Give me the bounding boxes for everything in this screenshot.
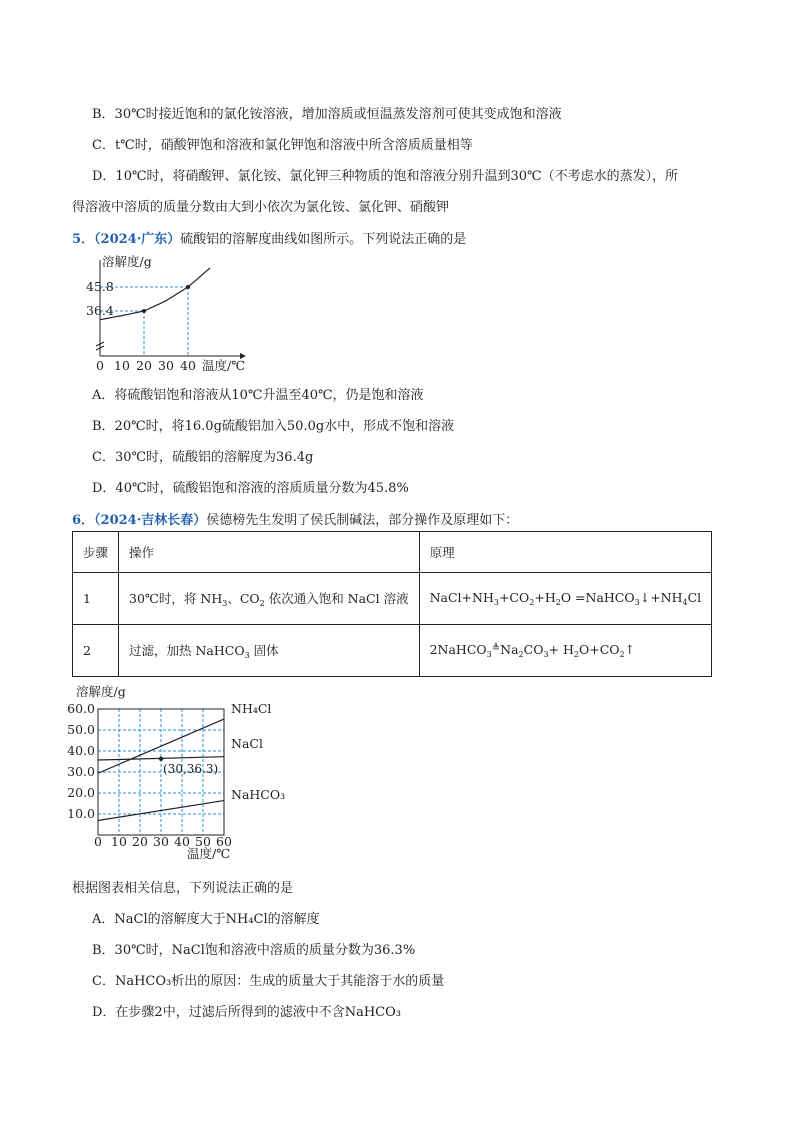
q6-annotation-point [159,757,163,761]
q6-x-tick: 10 [111,834,127,849]
q4-option-c: C．t℃时，硝酸钾饱和溶液和氯化钾饱和溶液中所含溶质质量相等 [92,138,473,153]
table-header-step: 步骤 [73,532,119,573]
q4-option-d: D．10℃时，将硝酸钾、氯化铵、氯化钾三种物质的饱和溶液分别升温到30℃（不考虑水的蒸发），所 [92,169,679,184]
q6-y-tick: 30.0 [67,764,95,779]
q5-y-tick: 36.4 [86,303,114,318]
q6-option-b: B．30℃时，NaCl饱和溶液中溶质的质量分数为36.3% [92,943,416,958]
q5-option-c: C．30℃时，硫酸铝的溶解度为36.4g [92,450,314,465]
q6-series-line [98,801,224,821]
table-header-row [73,532,712,573]
q5-x-tick: 0 [96,358,104,373]
q6-y-tick: 60.0 [67,701,95,716]
table-header-principle: 原理 [419,532,712,573]
q5-text: 硫酸铝的溶解度曲线如图所示。下列说法正确的是 [180,232,467,247]
q6-x-label: 温度/℃ [187,846,231,861]
table-cell-step: 2 [73,625,119,677]
q4-option-b: B．30℃时接近饱和的氯化铵溶液，增加溶质或恒温蒸发溶剂可使其变成饱和溶液 [92,107,562,122]
q4-option-d-cont: 得溶液中溶质的质量分数由大到小依次为氯化铵、氯化钾、硝酸钾 [72,200,450,215]
q6-y-tick: 10.0 [67,806,95,821]
table-cell-operation: 过滤，加热 NaHCO$_3$ 固体 [119,625,420,677]
q6-text: 侯德榜先生发明了侯氏制碱法，部分操作及原理如下： [206,513,519,528]
q6-stem [72,509,518,528]
q5-x-tick: 20 [136,358,152,373]
table-cell-step: 1 [73,573,119,625]
q6-series-label: NaHCO₃ [231,787,286,802]
q6-annotation-label: (30,36.3) [163,761,219,776]
process-table [72,531,712,677]
q5-x-tick: 10 [114,358,130,373]
table-cell-principle: $2NaHCO_3^≜Na_2CO_3+$ $H_2O+CO_2↑$ [419,625,712,677]
q5-x-tick: 30 [158,358,174,373]
q6-y-tick: 50.0 [67,722,95,737]
q5-option-b: B．20℃时，将16.0g硫酸铝加入50.0g水中，形成不饱和溶液 [92,419,455,434]
q6-question: 根据图表相关信息，下列说法正确的是 [72,881,294,896]
q5-x-tick: 40 [180,358,196,373]
q6-x-tick: 0 [94,834,102,849]
q5-option-d: D．40℃时，硫酸铝饱和溶液的溶质质量分数为45.8% [92,481,409,496]
q5-x-label: 温度/℃ [202,358,246,373]
table-cell-principle: $NaCl+NH_3+CO_2+H_2O$ $=NaHCO_3↓+NH_4Cl$ [419,573,712,625]
q5-source: （2024·广东） [94,232,181,247]
q6-number: 6． [72,513,95,528]
q5-y-label: 溶解度/g [102,254,152,269]
table-header-operation: 操作 [119,532,420,573]
table-row [73,573,712,625]
q6-y-tick: 20.0 [67,785,95,800]
q6-option-a: A．NaCl的溶解度大于NH₄Cl的溶解度 [92,912,320,927]
q6-option-c: C．NaHCO₃析出的原因：生成的质量大于其能溶于水的质量 [92,974,445,989]
q5-y-tick: 45.8 [86,279,114,294]
q6-x-tick: 50 [195,834,211,849]
q5-option-a: A．将硫酸铝饱和溶液从10℃升温至40℃，仍是饱和溶液 [92,388,424,403]
q6-x-tick: 30 [153,834,169,849]
q6-option-d: D．在步骤2中，过滤后所得到的滤液中不含NaHCO₃ [92,1005,401,1020]
q6-series-label: NH₄Cl [231,701,272,716]
table-cell-operation: 30℃时，将 $NH_3$、$CO_2$ 依次通入饱和 NaCl 溶液 [119,573,420,625]
q6-x-tick: 20 [132,834,148,849]
q6-solubility-chart [67,683,300,863]
q6-source: （2024·吉林长春） [94,513,207,528]
q5-data-point [142,309,146,313]
q6-x-tick: 40 [174,834,190,849]
q6-x-tick: 60 [216,834,232,849]
q5-number: 5． [72,232,95,247]
q5-solubility-chart [88,250,260,376]
q6-series-label: NaCl [231,736,263,751]
q5-data-point [186,285,190,289]
q5-stem [72,228,466,247]
q6-y-label: 溶解度/g [76,684,126,699]
q6-y-tick: 40.0 [67,743,95,758]
q5-curve [100,268,210,320]
table-row [73,625,712,677]
